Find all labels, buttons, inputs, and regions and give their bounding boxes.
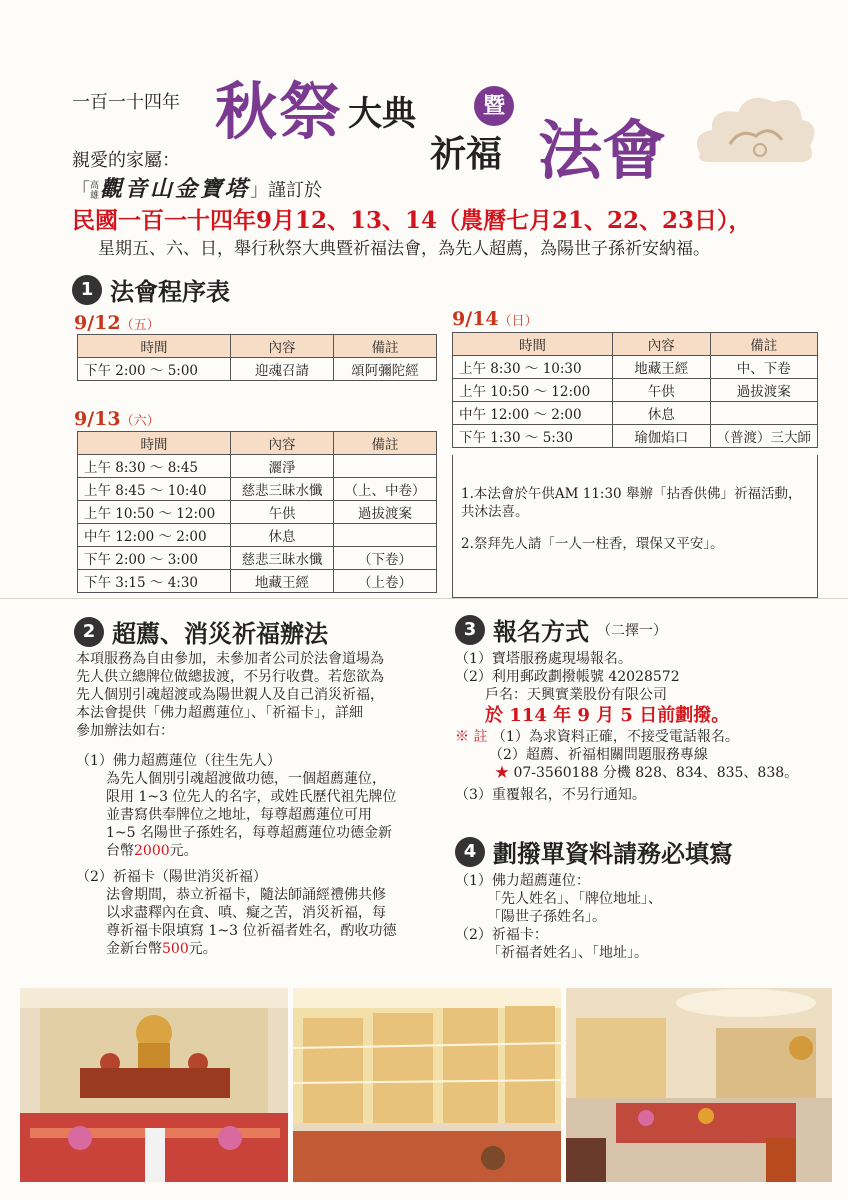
section3-number: 3 <box>455 615 485 645</box>
note-1: （1）為求資料正確，不接受電話報名。 <box>491 729 739 745</box>
ceremony-hall-photo <box>566 988 832 1182</box>
table-row <box>453 356 818 379</box>
intro-line: 先人供立總牌位做總拔渡，不另行收費。若您欲為 <box>76 669 384 685</box>
cell-note: （下卷） <box>334 547 437 570</box>
cell-note: 過拔渡案 <box>334 501 437 524</box>
signup-method-2: （2）利用郵政劃撥帳號 42028572 <box>455 669 680 685</box>
pagoda-interior-photo <box>293 988 561 1182</box>
table-row <box>78 547 437 570</box>
item2-price: 500 <box>162 941 189 957</box>
header-content: 內容 <box>613 333 710 356</box>
fold-line <box>0 598 848 599</box>
signup-method-3: （3）重覆報名，不另行通知。 <box>455 787 646 803</box>
header-note: 備註 <box>334 432 437 455</box>
cell-content: 休息 <box>231 524 334 547</box>
note-mark: ※ 註 <box>455 729 488 745</box>
section4-number: 4 <box>455 837 485 867</box>
note-line-1 <box>455 728 835 746</box>
note-1: 1.本法會於午供AM 11:30 舉辦「拈香供佛」祈福活動，共沐法喜。 <box>461 486 802 520</box>
deadline: 於 114 年 9 月 5 日前劃撥。 <box>485 705 730 726</box>
pagoda-line <box>72 172 322 203</box>
intro-line: 參加辦法如右： <box>76 723 174 739</box>
title-autumn-festival: 秋祭 <box>215 75 344 148</box>
table-row <box>78 478 437 501</box>
note-2: 2.祭拜先人請「一人一柱香，環保又平安」。 <box>461 536 724 552</box>
cell-content: 地藏王經 <box>231 570 334 593</box>
pagoda-prefix: 「 <box>72 180 90 201</box>
table-row <box>78 570 437 593</box>
star-icon: ★ <box>495 765 509 781</box>
cell-note: 中、下卷 <box>710 356 818 379</box>
cell-time: 上午 8:45 ～ 10:40 <box>78 478 231 501</box>
section3-body <box>455 650 835 804</box>
form-item-2: （2）祈福卡： <box>455 927 548 943</box>
day14-date: 9/14 <box>452 308 499 330</box>
item1-line: 1~5 名陽世子孫姓名，每尊超薦蓮位功德金新 <box>106 825 392 841</box>
intro-line: 本法會提供「佛力超薦蓮位」、「祈福卡」，詳細 <box>76 705 363 721</box>
cell-content: 灑淨 <box>231 455 334 478</box>
cell-content: 午供 <box>231 501 334 524</box>
title-and-badge: 暨 <box>474 86 514 126</box>
cell-note <box>710 402 818 425</box>
greeting: 親愛的家屬： <box>72 150 180 171</box>
cell-content: 午供 <box>613 379 710 402</box>
cell-content: 瑜伽焰口 <box>613 425 710 448</box>
title-ceremony: 大典 <box>348 94 416 134</box>
day12-date: 9/12 <box>74 312 121 334</box>
cell-note: 頌阿彌陀經 <box>334 358 437 381</box>
item2-line: 法會期間，恭立祈福卡，隨法師誦經禮佛共修 <box>106 887 386 903</box>
day13-weekday: （六） <box>120 414 160 429</box>
cell-content: 迎魂召請 <box>231 358 334 381</box>
account-name: 戶名：天興實業股份有限公司 <box>485 687 667 703</box>
table-row <box>78 524 437 547</box>
form-item-1b: 「陽世子孫姓名」。 <box>487 909 606 925</box>
header-time: 時間 <box>78 335 231 358</box>
section2-title <box>74 614 328 649</box>
cell-note <box>334 524 437 547</box>
header-note: 備註 <box>710 333 818 356</box>
section1-number: 1 <box>72 275 102 305</box>
section1-title-text: 法會程序表 <box>110 277 230 306</box>
service-phone <box>455 764 835 782</box>
item1-label: （1）佛力超薦蓮位（往生先人） <box>76 753 281 769</box>
note-2: （2）超薦、祈福相關問題服務專線 <box>489 747 708 763</box>
table-row <box>453 425 818 448</box>
phone-number: 07-3560188 分機 828、834、835、838。 <box>513 765 799 781</box>
section2-title-text: 超薦、消災祈福辦法 <box>112 619 328 648</box>
form-item-1a: 「先人姓名」、「牌位地址」、 <box>487 891 662 907</box>
event-date-line: 民國一百一十四年9月12、13、14（農曆七月21、22、23日）， <box>72 207 752 234</box>
cell-time: 中午 12:00 ～ 2:00 <box>78 524 231 547</box>
header-time: 時間 <box>78 432 231 455</box>
section2-item2 <box>76 868 436 958</box>
day14-label <box>452 308 538 330</box>
section1-title <box>72 272 230 307</box>
cell-time: 上午 8:30 ～ 8:45 <box>78 455 231 478</box>
cell-content: 地藏王經 <box>613 356 710 379</box>
section3-title-note: （二擇一） <box>597 622 667 639</box>
pagoda-name: 觀音山金寶塔 <box>100 176 251 202</box>
cell-note: （上卷） <box>334 570 437 593</box>
schedule-table-914 <box>452 332 818 448</box>
item1-line: 限用 1~3 位先人的名字，或姓氏歷代祖先牌位 <box>106 789 397 805</box>
event-year: 一百一十四年 <box>72 92 180 113</box>
pagoda-suffix: 」謹訂於 <box>250 180 323 201</box>
table-row <box>78 358 437 381</box>
cell-note <box>334 455 437 478</box>
intro-line: 先人個別引魂超渡或為陽世親人及自己消災祈福， <box>76 687 384 703</box>
header-content: 內容 <box>231 335 334 358</box>
table-row <box>78 501 437 524</box>
cell-time: 下午 2:00 ～ 5:00 <box>78 358 231 381</box>
section4-title-text: 劃撥單資料請務必填寫 <box>493 839 733 868</box>
title-dharma-assembly: 法會 <box>538 114 666 189</box>
table-row <box>453 402 818 425</box>
cell-time: 下午 2:00 ～ 3:00 <box>78 547 231 570</box>
cell-time: 上午 10:50 ～ 12:00 <box>453 379 613 402</box>
cell-time: 上午 10:50 ～ 12:00 <box>78 501 231 524</box>
day14-weekday: （日） <box>498 314 538 329</box>
table-row <box>78 455 437 478</box>
item2-line: 尊祈福卡限填寫 1~3 位祈福者姓名，酌收功德 <box>106 923 397 939</box>
cell-time: 上午 8:30 ～ 10:30 <box>453 356 613 379</box>
title-blessing: 祈福 <box>430 133 503 175</box>
day12-weekday: （五） <box>120 318 160 333</box>
form-item-2a: 「祈福者姓名」、「地址」。 <box>487 945 648 961</box>
day13-date: 9/13 <box>74 408 121 430</box>
intro-line: 本項服務為自由參加，未參加者公司於法會道場為 <box>76 651 384 667</box>
cell-note: （普渡）三大師 <box>710 425 818 448</box>
schedule-notes <box>452 455 818 598</box>
item2-label: （2）祈福卡（陽世消災祈福） <box>76 869 267 885</box>
header-time: 時間 <box>453 333 613 356</box>
cell-content: 慈悲三昧水懺 <box>231 478 334 501</box>
section3-title-text: 報名方式 <box>493 617 589 646</box>
item2-price-line <box>106 940 436 958</box>
item1-price-line <box>106 842 436 860</box>
event-description: 星期五、六、日，舉行秋祭大典暨祈福法會，為先人超薦，為陽世子孫祈安納福。 <box>98 239 710 259</box>
cell-time: 中午 12:00 ～ 2:00 <box>453 402 613 425</box>
section3-title <box>455 612 667 647</box>
item1-line: 並書寫供奉牌位之地址，每尊超薦蓮位可用 <box>106 807 372 823</box>
section2-intro <box>76 650 436 740</box>
cell-content: 慈悲三昧水懺 <box>231 547 334 570</box>
form-item-1: （1）佛力超薦蓮位： <box>455 873 590 889</box>
header-content: 內容 <box>231 432 334 455</box>
cloud-icon <box>690 84 820 174</box>
item1-price: 2000 <box>134 843 170 859</box>
schedule-table-913 <box>77 431 437 593</box>
cell-note: 過拔渡案 <box>710 379 818 402</box>
cell-note: （上、中卷） <box>334 478 437 501</box>
price-prefix: 台幣 <box>106 843 134 859</box>
cell-time: 下午 1:30 ～ 5:30 <box>453 425 613 448</box>
price-prefix: 金新台幣 <box>106 941 162 957</box>
section4-title <box>455 834 733 869</box>
price-suffix: 元。 <box>188 941 217 957</box>
cell-content: 休息 <box>613 402 710 425</box>
section2-item1 <box>76 752 436 860</box>
signup-method-1: （1）寶塔服務處現場報名。 <box>455 651 632 667</box>
table-row <box>453 379 818 402</box>
price-suffix: 元。 <box>169 843 198 859</box>
day13-label <box>74 408 160 430</box>
header-note: 備註 <box>334 335 437 358</box>
day12-label <box>74 312 160 334</box>
item1-line: 為先人個別引魂超渡做功德，一個超薦蓮位， <box>106 771 386 787</box>
pagoda-small: 高雄 <box>90 181 100 201</box>
section2-number: 2 <box>74 617 104 647</box>
section4-body <box>455 872 835 962</box>
cell-time: 下午 3:15 ～ 4:30 <box>78 570 231 593</box>
schedule-table-912 <box>77 334 437 381</box>
altar-photo <box>20 988 288 1182</box>
item2-line: 以求盡釋內在貪、嗔、癡之苦，消災祈福，每 <box>106 905 386 921</box>
